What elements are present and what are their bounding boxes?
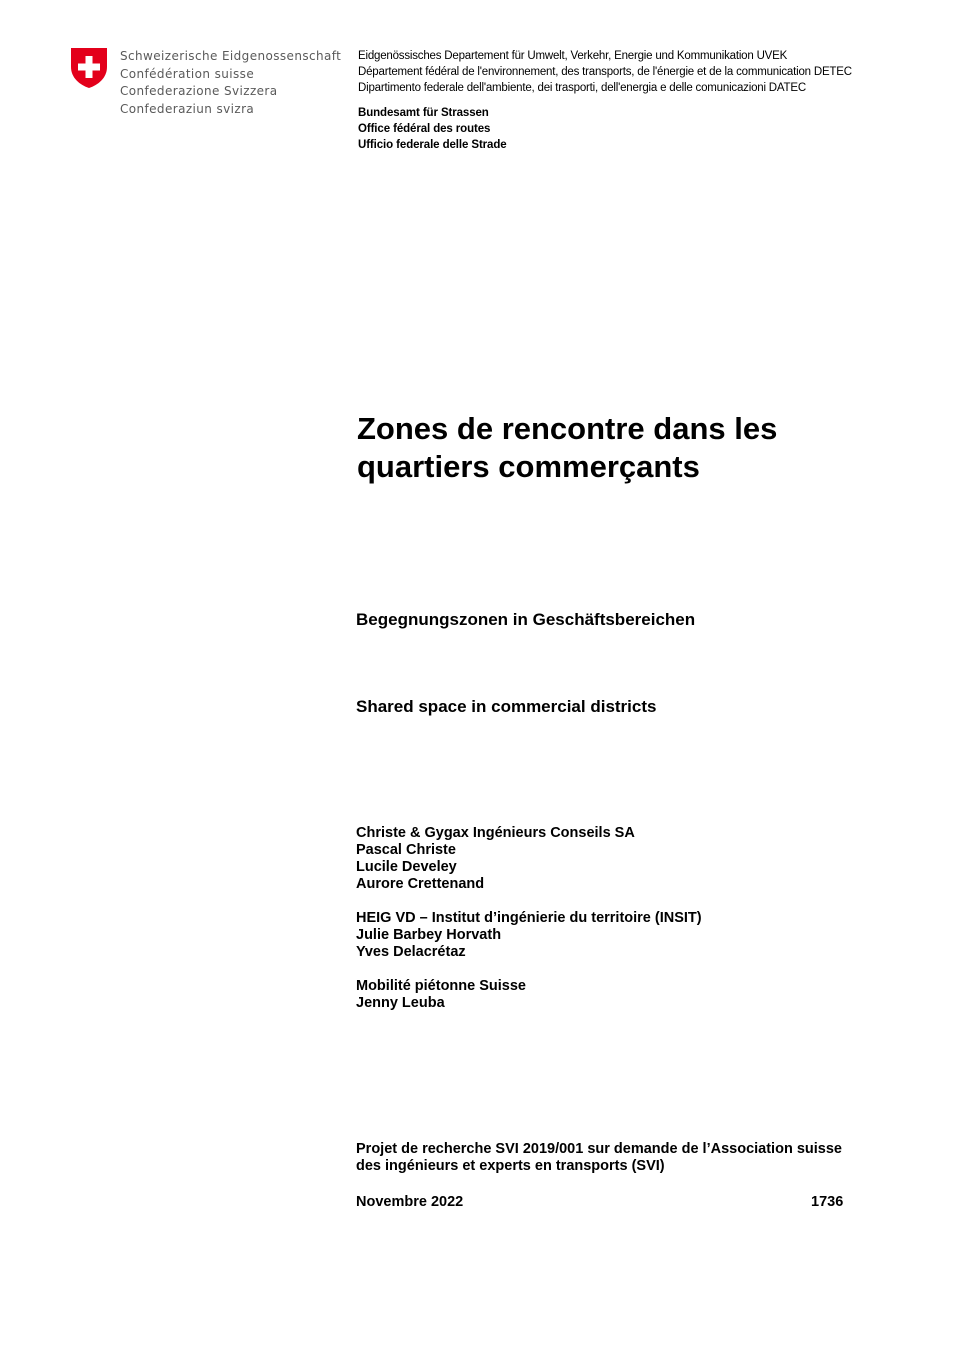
project-description xyxy=(356,1141,856,1174)
office-block xyxy=(358,105,507,153)
subtitle-english: Shared space in commercial districts xyxy=(356,697,657,716)
author-name: Yves Delacrétaz xyxy=(356,944,466,960)
confederation-name-it: Confederazione Svizzera xyxy=(120,84,278,98)
subtitle-german: Begegnungszonen in Geschäftsbereichen xyxy=(356,610,696,629)
author-organization: Christe & Gygax Ingénieurs Conseils SA xyxy=(356,825,635,841)
swiss-shield-icon xyxy=(70,47,108,89)
office-line-it: Ufficio federale delle Strade xyxy=(358,139,507,151)
author-name: Lucile Develey xyxy=(356,859,457,875)
swiss-confederation-logo xyxy=(70,47,350,122)
office-line-de: Bundesamt für Strassen xyxy=(358,107,489,119)
publication-date: Novembre 2022 xyxy=(356,1194,464,1210)
project-line-1: Projet de recherche SVI 2019/001 sur demande de l’Association suisse xyxy=(356,1141,842,1157)
author-name: Aurore Crettenand xyxy=(356,876,485,892)
department-line-fr: Département fédéral de l'environnement, des transports, de l'énergie et de la communication DETEC xyxy=(358,66,852,78)
author-organization: HEIG VD – Institut d’ingénierie du territoire (INSIT) xyxy=(356,910,702,926)
confederation-names xyxy=(120,48,341,118)
authors-section xyxy=(356,825,702,1029)
author-group-mobilite-pietonne xyxy=(356,978,702,1012)
project-line-2: des ingénieurs et experts en transports (SVI) xyxy=(356,1157,665,1174)
report-title xyxy=(357,410,777,486)
author-organization: Mobilité piétonne Suisse xyxy=(356,978,526,994)
office-line-fr: Office fédéral des routes xyxy=(358,123,491,135)
report-title-line-2: quartiers commerçants xyxy=(357,449,700,484)
confederation-name-fr: Confédération suisse xyxy=(120,66,255,81)
author-name: Pascal Christe xyxy=(356,842,456,858)
report-number: 1736 xyxy=(811,1194,844,1210)
author-group-christe-gygax xyxy=(356,825,702,893)
author-name: Julie Barbey Horvath xyxy=(356,927,502,943)
confederation-name-rm: Confederaziun svizra xyxy=(120,101,255,116)
department-line-it: Dipartimento federale dell'ambiente, dei trasporti, dell'energia e delle comunicazioni DATEC xyxy=(358,82,806,94)
author-name: Jenny Leuba xyxy=(356,995,445,1011)
report-title-line-1: Zones de rencontre dans les xyxy=(357,411,778,446)
department-line-de: Eidgenössisches Departement für Umwelt, Verkehr, Energie und Kommunikation UVEK xyxy=(358,50,788,62)
department-block xyxy=(358,48,852,96)
confederation-name-de: Schweizerische Eidgenossenschaft xyxy=(120,49,342,63)
author-group-heig-vd xyxy=(356,910,702,961)
